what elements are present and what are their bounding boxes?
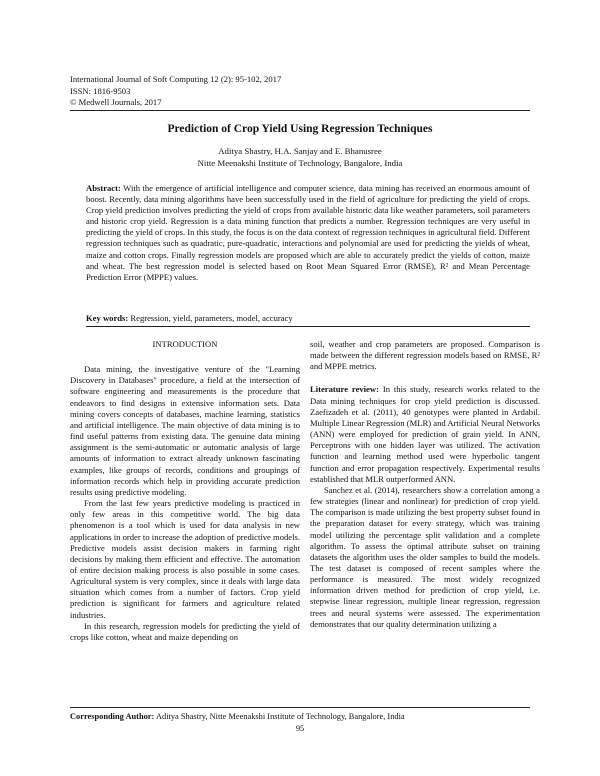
author-block — [70, 145, 530, 169]
right-column — [310, 339, 540, 630]
literature-review-paragraph — [310, 384, 540, 484]
corresponding-author — [70, 712, 405, 721]
affiliation: Nitte Meenakshi Institute of Technology, Bangalore, India — [197, 158, 403, 168]
intro-paragraph-1: Data mining, the investigative venture of the "Learning Discovery in Databases" procedure, a field at the intersection of software engineering and measurements is the procedure that endeavors to find designs in extensive information sets. Data mining covers concepts of databases, machine learning, statistics and artificial intelligence. The main objective of data mining is to find useful patterns from existing data. The genuine data mining assignment is the semi-automatic or automatic analysis of large amounts of information to extract already unknown fascinating examples, like groups of records, conditions and groupings of information records which help in providing accurate prediction results using predictive modeling. — [70, 364, 300, 497]
corresponding-author-text: Aditya Shastry, Nitte Meenakshi Institute of Technology, Bangalore, India — [155, 712, 405, 721]
header-divider — [70, 110, 530, 111]
footer-divider — [70, 707, 530, 708]
intro-paragraph-3: In this research, regression models for predicting the yield of crops like cotton, wheat and maize depending on — [70, 620, 300, 642]
abstract — [86, 183, 530, 283]
right-paragraph-0: soil, weather and crop parameters are proposed. Comparison is made between the different regression models based on RMSE, R² and MPPE metrics. — [310, 339, 540, 372]
keywords — [86, 313, 293, 323]
journal-issn: ISSN: 1816-9503 — [70, 85, 131, 96]
authors: Aditya Shastry, H.A. Sanjay and E. Bhanusree — [218, 146, 382, 156]
abstract-text: With the emergence of artificial intelligence and computer science, data mining has received an enormous amount of boost. Recently, data mining algorithms have been successfully used in the field of agriculture for predicting the yield of crops. Crop yield prediction involves predicting the yield of crops from available historic data like weather parameters, soil parameters and historic crop yield. Regression is a data mining function that predicts a number. Regression techniques are very useful in predicting the yield of crops. In this study, the focus is on the data context of regression techniques in agricultural field. Different regression techniques such as quadratic, pure-quadratic, interactions and polynomial are used for predicting the yields of wheat, maize and cotton crops. Finally regression models are proposed which are able to accurately predict the yields of cotton, maize and wheat. The best regression model is selected based on Root Mean Squared Error (RMSE), R² and Mean Percentage Prediction Error (MPPE) values. — [86, 183, 530, 282]
page-number: 95 — [295, 724, 305, 733]
journal-header — [70, 74, 281, 109]
introduction-heading: INTRODUCTION — [152, 339, 218, 349]
keywords-label: Key words: — [86, 313, 129, 323]
left-column — [70, 339, 300, 643]
intro-paragraph-2: From the last few years predictive modeling is practiced in only few areas in this competitive world. The big data phenomenon is a tool which is used for data analysis in new applications in order to increase the adoption of predictive models. Predictive models assist decision makers in farming right decisions by making them efficient and effective. The automation of entire decision making process is also possible in some cases. Agricultural system is very complex, since it deals with large data situation which comes from a number of factors. Crop yield prediction is significant for farmers and agriculture related industries. — [70, 498, 300, 620]
keywords-divider — [86, 326, 530, 327]
paper-title: Prediction of Crop Yield Using Regression Techniques — [167, 123, 433, 135]
journal-citation: International Journal of Soft Computing 12 (2): 95-102, 2017 — [70, 74, 282, 84]
literature-review-text: In this study, research works related to the Data mining techniques for crop yield prediction is discussed. Zaefizadeh et al. (2011), 40 genotypes were planted in Ardabil. Multiple Linear Regression (MLR) and Artificial Neural Networks (ANN) were employed for prediction of grain yield. In ANN, Perceptrons with one hidden layer was utilized. The activation function and learning method used were hyperbolic tangent function and error propagation respectively. Experimental results established that MLR outperformed ANN. — [310, 384, 540, 484]
keywords-text: Regression, yield, parameters, model, accuracy — [130, 313, 293, 323]
journal-copyright: © Medwell Journals, 2017 — [70, 97, 162, 108]
right-paragraph-2: Sanchez et al. (2014), researchers show a correlation among a few strategies (linear and nonlinear) for prediction of crop yield. The comparison is made utilizing the best property subset found in the preparation dataset for every strategy, which was training model utilizing the percentage split validation and a complete algorithm. To assess the optimal attribute subset on training datasets the algorithm uses the older samples to build the models. The test dataset is composed of recent samples where the performance is measured. The most widely recognized information driven method for prediction of crop yield, i.e. stepwise linear regression, multiple linear regression, regression trees and neural systems were assessed. The experimentation demonstrates that our quality determination utilizing a — [310, 484, 540, 629]
literature-review-label: Literature review: — [310, 384, 379, 395]
corresponding-author-label: Corresponding Author: — [70, 712, 155, 721]
abstract-label: Abstract: — [86, 183, 121, 193]
